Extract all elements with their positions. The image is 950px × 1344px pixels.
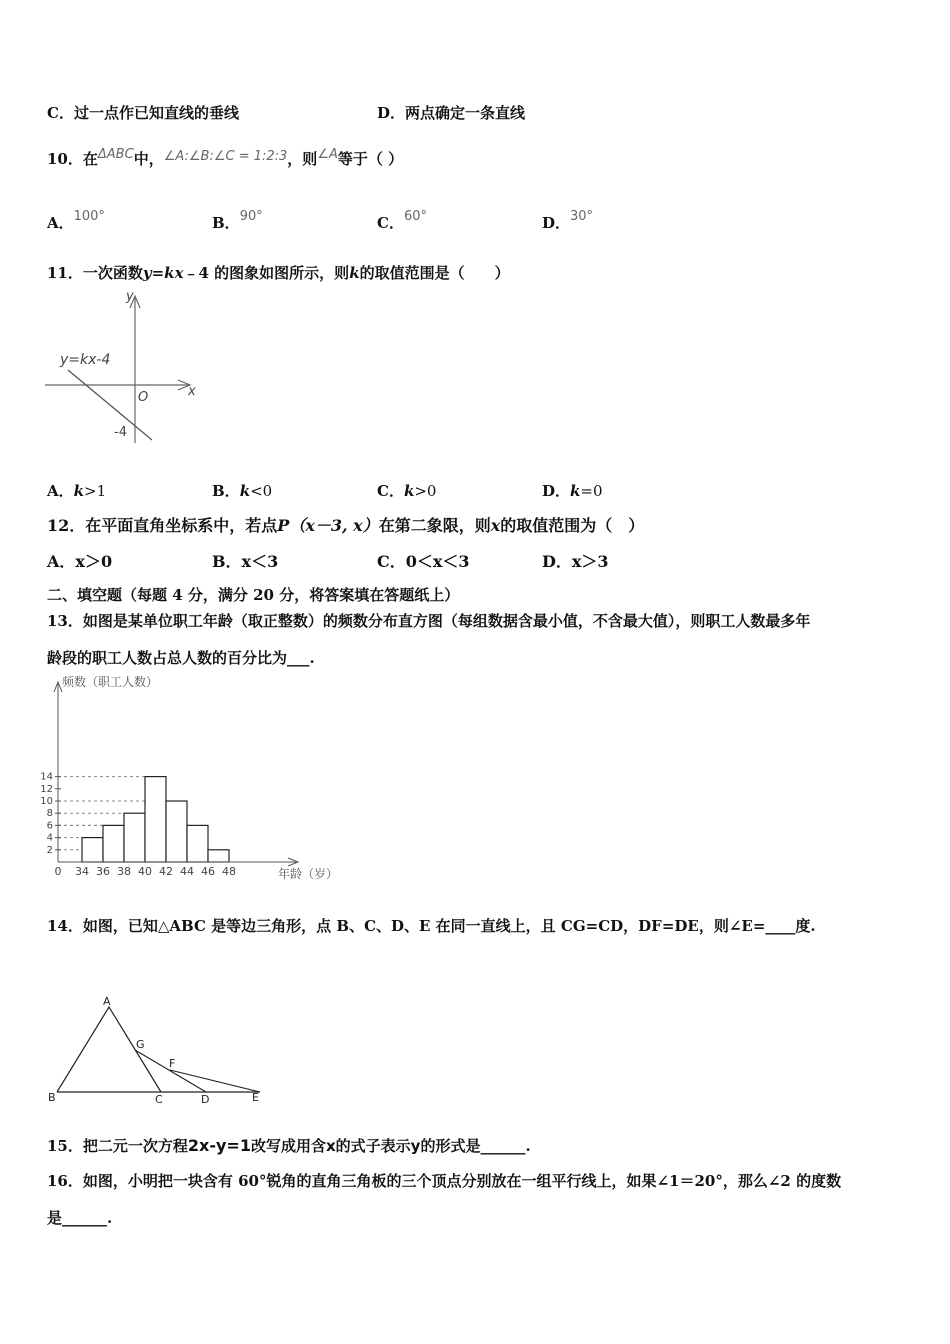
hist-x-label: 年龄（岁） — [278, 867, 339, 881]
hist-xtick-label: 36 — [96, 865, 110, 878]
label-b: B — [48, 1091, 56, 1104]
hist-bar-38-40 — [124, 813, 145, 862]
label-e: E — [252, 1091, 259, 1104]
hist-ytick-label: 12 — [40, 783, 53, 795]
section-title: 二、填空题（每题 4 分，满分 20 分，将答案填在答题纸上） — [47, 586, 460, 604]
q11-option-b: B．k<0 — [212, 482, 273, 500]
q11-option-a: A．k>1 — [47, 482, 107, 500]
q14-stem: 14．如图，已知△ABC 是等边三角形，点 B、C、D、E 在同一直线上，且 CG=CD，DF=DE，则∠E=____度. — [47, 917, 816, 935]
hist-xtick-label: 44 — [180, 865, 194, 878]
hist-bar-36-38 — [103, 825, 124, 862]
hist-xtick-label: 38 — [117, 865, 131, 878]
q12-stem: 12．在平面直角坐标系中，若点P（x－3, x）在第二象限，则x的取值范围为（ ） — [47, 516, 645, 535]
hist-xtick-label: 34 — [75, 865, 89, 878]
hist-ytick-label: 8 — [46, 808, 53, 820]
hist-xtick-label: 42 — [159, 865, 173, 878]
hist-bar-46-48 — [208, 850, 229, 862]
x-axis-label: x — [188, 384, 196, 399]
q12-option-a: A．x＞0 — [47, 552, 113, 571]
q16-stem-line1: 16．如图，小明把一块含有 60°锐角的直角三角板的三个顶点分别放在一组平行线上，如果∠1＝20°，那么∠2 的度数 — [47, 1172, 842, 1190]
q15-stem: 15．把二元一次方程2x-y=1改写成用含x的式子表示y的形式是______. — [47, 1136, 531, 1155]
q13-stem-line2: 龄段的职工人数占总人数的百分比为___. — [47, 649, 315, 667]
hist-ytick-label: 4 — [46, 832, 53, 844]
q9-option-c: C．过一点作已知直线的垂线 — [47, 104, 239, 122]
segment-fe — [170, 1070, 260, 1092]
q10-option-b: B．90° — [212, 209, 263, 232]
hist-bar-44-46 — [187, 825, 208, 862]
label-f: F — [169, 1057, 176, 1070]
hist-bar-34-36 — [82, 838, 103, 862]
hist-y-label: 频数（职工人数） — [62, 675, 159, 689]
label-a: A — [103, 995, 111, 1008]
hist-ytick-label: 2 — [46, 844, 53, 856]
q16-stem-line2: 是______. — [47, 1209, 113, 1227]
intercept-label: -4 — [114, 425, 127, 440]
label-g: G — [136, 1038, 145, 1051]
q9-option-d: D．两点确定一条直线 — [377, 104, 526, 122]
function-line — [68, 370, 152, 440]
hist-bar-42-44 — [166, 801, 187, 862]
hist-ytick-label: 14 — [40, 771, 53, 783]
hist-xtick-label: 0 — [54, 865, 62, 878]
q12-option-d: D．x＞3 — [542, 552, 609, 571]
q10-ratio: ∠A:∠B:∠C = 1:2:3 — [163, 149, 288, 164]
q10-stem: 10．在ΔABC中，∠A:∠B:∠C = 1:2:3，则∠A等于（ ） — [47, 147, 404, 168]
q10-triangle: ΔABC — [97, 147, 134, 162]
q13-histogram — [40, 672, 360, 887]
q11-function-graph — [40, 288, 210, 448]
hist-ytick-label: 10 — [40, 796, 53, 807]
q10-option-a: A．100° — [47, 209, 105, 232]
q10-option-c: C．60° — [377, 209, 427, 232]
q10-angle-a: ∠A — [317, 147, 338, 162]
hist-bar-40-42 — [145, 777, 166, 862]
hist-xtick-label: 48 — [222, 865, 236, 878]
q12-option-b: B．x＜3 — [212, 552, 279, 571]
q11-option-c: C．k>0 — [377, 482, 437, 500]
label-c: C — [155, 1093, 163, 1106]
q14-triangle-figure — [40, 995, 275, 1110]
hist-ytick-label: 6 — [46, 820, 53, 832]
q13-stem-line1: 13．如图是某单位职工年龄（取正整数）的频数分布直方图（每组数据含最小值，不含最大值），则职工人数最多年 — [47, 612, 811, 630]
line-equation-label: y=kx-4 — [60, 352, 111, 368]
triangle-abc — [57, 1007, 161, 1092]
q10-option-d: D．30° — [542, 209, 594, 232]
q11-stem: 11．一次函数y=kx﹣4 的图象如图所示，则k的取值范围是（ ） — [47, 264, 510, 282]
y-axis-label: y — [126, 289, 134, 304]
origin-label: O — [138, 390, 149, 405]
hist-xtick-label: 40 — [138, 865, 152, 878]
q12-option-c: C．0＜x＜3 — [377, 552, 470, 571]
hist-xtick-label: 46 — [201, 865, 215, 878]
q11-option-d: D．k=0 — [542, 482, 603, 500]
label-d: D — [201, 1093, 210, 1106]
